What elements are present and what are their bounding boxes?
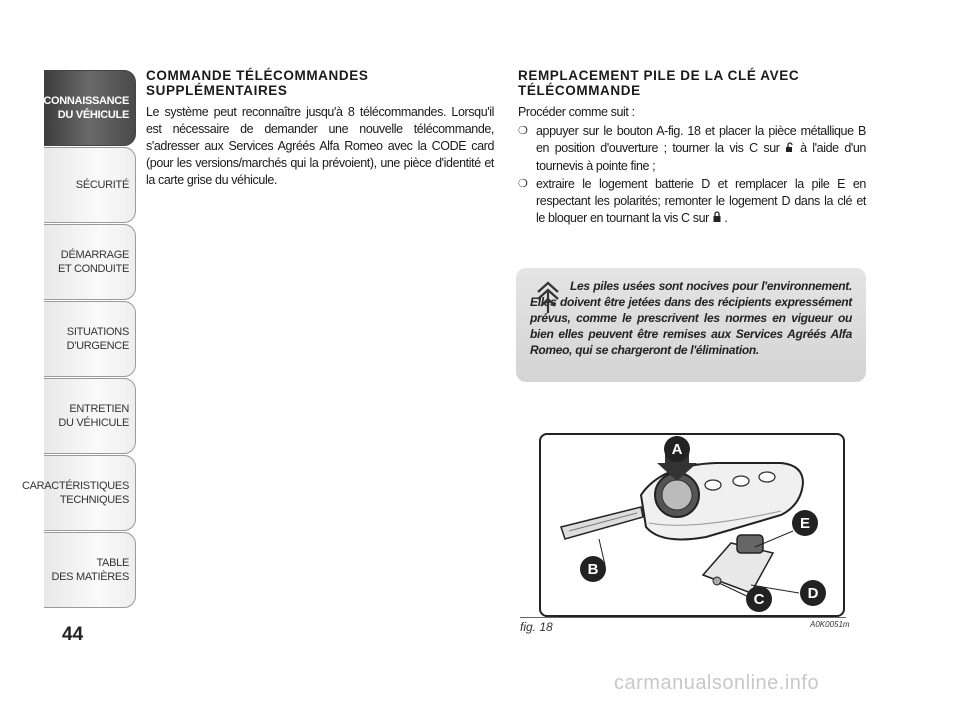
key-illustration <box>541 435 843 615</box>
step-1-text-b: à l'aide d'un tournevis à pointe fine ; <box>536 141 866 173</box>
key-illustration-figure <box>539 433 845 617</box>
callout-c <box>746 586 772 612</box>
step-1-text-a: appuyer sur le bouton A-fig. 18 et placer la pièce métallique B en position d'ouverture ; tourner la vis C sur <box>536 124 866 155</box>
procedure-intro: Procéder comme suit : <box>518 105 635 119</box>
warning-text: Les piles usées sont nocives pour l'environnement. Elles doivent être jetées dans des récipients expressément prévus, comme le prescrivent les normes en vigueur ou bien elles peuvent être remises aux Services Agréés Alfa Romeo, qui se chargeront de l'élimination. <box>530 279 852 357</box>
callout-b-label: B <box>587 561 599 578</box>
environment-warning-box <box>516 268 866 382</box>
recycle-warning-icon <box>534 280 562 316</box>
callout-b <box>580 556 606 582</box>
callout-a-label: A <box>671 441 683 458</box>
tab-connaissance-du-vehicule[interactable]: CONNAISSANCE DU VÉHICULE <box>44 70 136 146</box>
section-body-telecommandes: Le système peut reconnaître jusqu'à 8 télécommandes. Lorsqu'il est nécessaire de demander une nouvelle télécommande, s'adresser aux Services Agréés Alfa Romeo avec la CODE card (pour les versions/marchés qui la prévoient), une pièce d'identité et la carte grise du véhicule. <box>146 105 494 187</box>
callout-a <box>664 436 690 462</box>
left-column <box>146 68 494 189</box>
tab-demarrage-et-conduite[interactable]: DÉMARRAGE ET CONDUITE <box>44 224 136 300</box>
section-heading-telecommandes: COMMANDE TÉLÉCOMMANDES SUPPLÉMENTAIRES <box>146 68 369 98</box>
watermark[interactable]: carmanualsonline.info <box>614 672 820 694</box>
tab-situations-urgence[interactable]: SITUATIONS D'URGENCE <box>44 301 136 377</box>
callout-c-label: C <box>753 591 765 608</box>
tab-caracteristiques-techniques[interactable]: CARACTÉRISTIQUES TECHNIQUES <box>44 455 136 531</box>
callout-e <box>792 510 818 536</box>
step-2-text-a: extraire le logement batterie D et remplacer la pile E en respectant les polarités; remonter le logement D dans la clé et le bloquer en tournant la vis C sur <box>536 177 866 225</box>
tab-securite[interactable]: SÉCURITÉ <box>44 147 136 223</box>
figure-caption: fig. 18 <box>520 620 553 634</box>
callout-e-label: E <box>799 515 811 532</box>
tab-table-des-matieres[interactable]: TABLE DES MATIÈRES <box>44 532 136 608</box>
page-number: 44 <box>62 624 84 645</box>
tab-entretien-du-vehicule[interactable]: ENTRETIEN DU VÉHICULE <box>44 378 136 454</box>
step-2-text-b: . <box>724 211 728 225</box>
section-heading-pile: REMPLACEMENT PILE DE LA CLÉ AVEC TÉLÉCOMMANDE <box>518 68 800 98</box>
procedure-step-1 <box>518 123 866 175</box>
unlock-icon <box>785 144 800 155</box>
procedure-steps <box>518 123 866 228</box>
callout-d-label: D <box>807 585 819 602</box>
lock-icon <box>712 214 724 225</box>
figure-caption-rule <box>520 617 846 618</box>
procedure-step-2 <box>518 176 866 228</box>
figure-code: A0K0051m <box>810 620 850 629</box>
right-column <box>518 68 866 229</box>
callout-d <box>800 580 826 606</box>
